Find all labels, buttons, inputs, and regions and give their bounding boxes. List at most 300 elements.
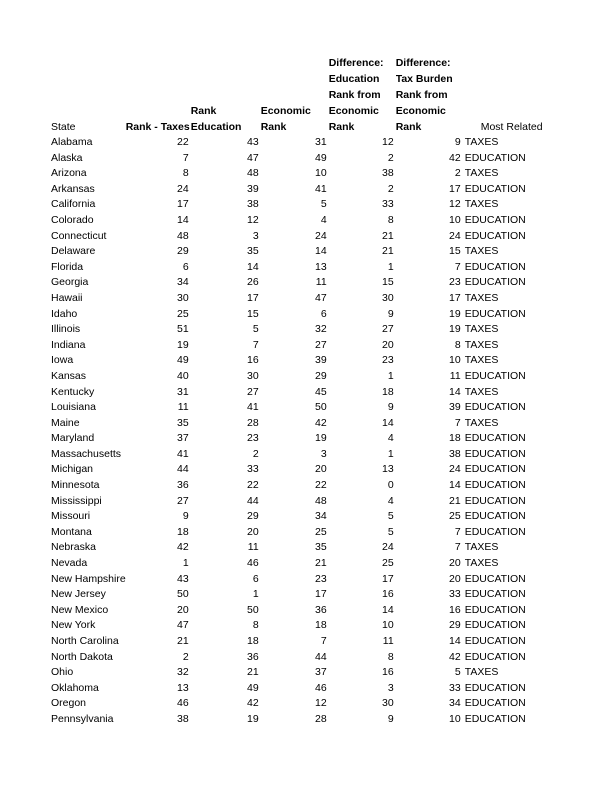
economic-rank-cell: 12 [315,697,327,710]
rank-education-cell: 23 [247,432,259,445]
diff-education-cell: 1 [387,369,394,382]
diff-education-cell: 20 [382,338,394,351]
table-row [51,587,543,603]
economic-rank-cell: 7 [320,635,327,647]
most-related-cell: EDUCATION [464,447,526,460]
diff-tax-cell: 39 [449,401,461,414]
rank-taxes-cell: 24 [177,182,189,195]
state-cell: New Jersey [51,588,106,601]
rank-education-cell: 21 [247,666,259,679]
economic-rank-cell: 49 [315,151,327,164]
diff-education-cell: 0 [387,479,394,492]
rank-education-cell: 33 [247,463,259,476]
header-diff-education-line3: Rank from [328,89,381,101]
state-cell: North Carolina [51,635,119,647]
diff-tax-cell: 8 [454,338,461,351]
header-diff-education-line5: Rank [328,121,355,133]
most-related-cell: EDUCATION [464,369,526,382]
rank-taxes-cell: 7 [182,151,189,164]
diff-education-cell: 30 [382,291,394,304]
table-row [51,603,543,619]
most-related-cell: TAXES [464,557,499,570]
most-related-cell: EDUCATION [464,463,526,476]
most-related-cell: EDUCATION [464,479,526,492]
state-cell: Illinois [51,323,81,336]
state-cell: Missouri [51,510,91,523]
diff-tax-cell: 10 [449,213,461,226]
rank-education-cell: 5 [252,323,259,336]
diff-tax-cell: 29 [449,619,461,632]
diff-tax-cell: 19 [449,323,461,336]
state-cell: Mississippi [51,494,102,507]
economic-rank-cell: 4 [320,213,327,226]
diff-tax-cell: 24 [449,463,461,476]
diff-tax-cell: 7 [454,260,461,273]
table-row [51,385,543,401]
economic-rank-cell: 50 [315,401,327,414]
state-cell: Hawaii [51,291,83,304]
rank-education-cell: 16 [247,354,259,367]
most-related-cell: TAXES [464,198,499,211]
rank-education-cell: 29 [247,510,259,523]
most-related-cell: TAXES [464,541,499,554]
state-cell: Nevada [51,557,88,570]
economic-rank-cell: 42 [315,416,327,429]
state-cell: Kentucky [51,385,95,398]
diff-tax-cell: 25 [449,510,461,523]
state-cell: Colorado [51,213,94,226]
table-row [51,618,543,634]
economic-rank-cell: 41 [315,182,327,195]
table-row [51,462,543,478]
diff-education-cell: 16 [382,666,394,679]
economic-rank-cell: 18 [315,619,327,632]
diff-education-cell: 17 [382,572,394,585]
most-related-cell: TAXES [464,245,499,258]
most-related-cell: TAXES [464,385,499,398]
rank-taxes-cell: 30 [177,291,189,304]
diff-tax-cell: 19 [449,307,461,320]
diff-tax-cell: 5 [454,666,461,679]
state-cell: Kansas [51,369,87,382]
state-cell: Maine [51,416,80,429]
rank-education-cell: 41 [247,401,259,414]
rank-taxes-cell: 35 [177,416,189,429]
economic-rank-cell: 20 [315,463,327,476]
most-related-cell: EDUCATION [464,432,526,445]
rank-taxes-cell: 49 [177,354,189,367]
rank-taxes-cell: 2 [182,650,189,663]
diff-tax-cell: 11 [449,369,461,382]
economic-rank-cell: 34 [315,510,327,523]
header-diff-tax-line4: Economic [395,105,446,117]
diff-education-cell: 4 [387,432,394,445]
diff-tax-cell: 20 [449,572,461,585]
rank-taxes-cell: 31 [177,385,189,398]
state-cell: Montana [51,525,92,538]
most-related-cell: EDUCATION [464,588,526,601]
rank-taxes-cell: 13 [177,681,189,694]
state-cell: Florida [51,260,84,273]
header-diff-education-line4: Economic [328,105,379,117]
rank-taxes-cell: 43 [177,572,189,585]
header-economic-line2: Rank [260,121,287,133]
rank-education-cell: 26 [247,276,259,289]
table-row [51,229,543,245]
diff-education-cell: 1 [387,260,394,273]
most-related-cell: TAXES [464,136,499,148]
economic-rank-cell: 27 [315,338,327,351]
state-cell: Ohio [51,666,74,679]
rank-taxes-cell: 44 [177,463,189,476]
diff-tax-cell: 2 [454,167,461,180]
rank-taxes-cell: 1 [182,557,189,570]
rank-taxes-cell: 29 [177,245,189,258]
rank-education-cell: 22 [247,479,259,492]
economic-rank-cell: 46 [315,681,327,694]
rank-education-cell: 39 [247,182,259,195]
rank-education-cell: 48 [247,167,259,180]
rank-education-cell: 28 [247,416,259,429]
diff-education-cell: 9 [387,712,394,725]
header-state: State [51,121,76,133]
table-row [51,681,543,697]
economic-rank-cell: 47 [315,291,327,304]
rank-taxes-cell: 38 [177,712,189,725]
state-cell: Alaska [51,151,83,164]
rank-taxes-cell: 42 [177,541,189,554]
diff-education-cell: 16 [382,588,394,601]
rank-taxes-cell: 40 [177,369,189,382]
table-row [51,494,543,510]
table-row [51,275,543,291]
rank-education-cell: 44 [247,494,259,507]
table-row [51,650,543,666]
economic-rank-cell: 23 [315,572,327,585]
economic-rank-cell: 22 [315,479,327,492]
diff-education-cell: 12 [382,136,394,148]
state-cell: New Hampshire [51,572,126,585]
rank-education-cell: 35 [247,245,259,258]
header-diff-tax-line5: Rank [395,121,422,133]
diff-tax-cell: 15 [449,245,461,258]
diff-education-cell: 2 [387,182,394,195]
table-row [51,369,543,385]
table-row [51,665,543,681]
rank-education-cell: 49 [247,681,259,694]
table-row [51,400,543,416]
rank-taxes-cell: 50 [177,588,189,601]
rank-taxes-cell: 11 [177,401,189,414]
economic-rank-cell: 10 [315,167,327,180]
diff-tax-cell: 9 [454,136,461,148]
table-row [51,525,543,541]
rank-taxes-cell: 6 [182,260,189,273]
table-row [51,556,543,572]
table-row [51,213,543,229]
state-cell: Delaware [51,245,96,258]
rank-education-cell: 14 [247,260,259,273]
most-related-cell: TAXES [464,167,499,180]
diff-tax-cell: 18 [449,432,461,445]
economic-rank-cell: 29 [315,369,327,382]
header-diff-tax-line3: Rank from [395,89,448,101]
diff-education-cell: 21 [382,245,394,258]
most-related-cell: TAXES [464,354,499,367]
header-most-related: Most Related [480,121,543,133]
diff-education-cell: 8 [387,650,394,663]
economic-rank-cell: 32 [315,323,327,336]
rank-education-cell: 1 [252,588,259,601]
rank-education-cell: 43 [247,136,259,148]
most-related-cell: TAXES [464,323,499,336]
header-economic-line1: Economic [260,105,311,117]
state-cell: Minnesota [51,479,100,492]
diff-tax-cell: 10 [449,354,461,367]
rank-taxes-cell: 21 [177,635,189,647]
most-related-cell: EDUCATION [464,572,526,585]
economic-rank-cell: 17 [315,588,327,601]
table-row [51,338,543,354]
economic-rank-cell: 45 [315,385,327,398]
rank-taxes-cell: 37 [177,432,189,445]
rank-taxes-cell: 17 [177,198,189,211]
rank-taxes-cell: 41 [177,447,189,460]
table-row [51,291,543,307]
diff-education-cell: 3 [387,681,394,694]
state-cell: Louisiana [51,401,96,414]
rank-education-cell: 3 [252,229,259,242]
diff-tax-cell: 21 [449,494,461,507]
rank-education-cell: 38 [247,198,259,211]
state-cell: Connecticut [51,229,107,242]
most-related-cell: TAXES [464,291,499,304]
economic-rank-cell: 48 [315,494,327,507]
economic-rank-cell: 14 [315,245,327,258]
state-cell: Arkansas [51,182,95,195]
diff-education-cell: 18 [382,385,394,398]
rank-education-cell: 18 [247,635,259,647]
economic-rank-cell: 3 [320,447,327,460]
state-cell: Pennsylvania [51,712,114,725]
economic-rank-cell: 37 [315,666,327,679]
rank-taxes-cell: 27 [177,494,189,507]
diff-tax-cell: 10 [449,712,461,725]
diff-tax-cell: 14 [449,635,461,647]
economic-rank-cell: 44 [315,650,327,663]
most-related-cell: EDUCATION [464,619,526,632]
diff-education-cell: 5 [387,525,394,538]
state-cell: Alabama [51,136,93,148]
diff-tax-cell: 7 [454,525,461,538]
rank-education-cell: 12 [247,213,259,226]
state-cell: Nebraska [51,541,96,554]
diff-education-cell: 2 [387,151,394,164]
rank-education-cell: 20 [247,525,259,538]
economic-rank-cell: 11 [315,276,327,289]
economic-rank-cell: 25 [315,525,327,538]
state-rankings-table [51,55,543,728]
economic-rank-cell: 13 [315,260,327,273]
rank-taxes-cell: 36 [177,479,189,492]
diff-tax-cell: 14 [449,385,461,398]
rank-taxes-cell: 22 [177,136,189,148]
most-related-cell: TAXES [464,666,499,679]
state-cell: Oklahoma [51,681,99,694]
economic-rank-cell: 28 [315,712,327,725]
state-cell: New York [51,619,96,632]
most-related-cell: EDUCATION [464,213,526,226]
rank-taxes-cell: 46 [177,697,189,710]
table-row [51,478,543,494]
diff-tax-cell: 7 [454,541,461,554]
table-row [51,416,543,432]
economic-rank-cell: 6 [320,307,327,320]
diff-tax-cell: 12 [449,198,461,211]
rank-taxes-cell: 18 [177,525,189,538]
table-row [51,353,543,369]
economic-rank-cell: 21 [315,557,327,570]
economic-rank-cell: 35 [315,541,327,554]
table-row [51,712,543,728]
table-row [51,447,543,463]
diff-tax-cell: 33 [449,588,461,601]
economic-rank-cell: 31 [315,136,327,148]
most-related-cell: EDUCATION [464,260,526,273]
economic-rank-cell: 39 [315,354,327,367]
diff-education-cell: 15 [382,276,394,289]
diff-tax-cell: 7 [454,416,461,429]
diff-education-cell: 9 [387,307,394,320]
table-row [51,260,543,276]
diff-tax-cell: 16 [449,603,461,616]
diff-education-cell: 14 [382,416,394,429]
header-diff-education-line2: Education [328,73,380,85]
rank-taxes-cell: 8 [182,167,189,180]
state-cell: Georgia [51,276,89,289]
state-cell: Michigan [51,463,94,476]
rank-taxes-cell: 47 [177,619,189,632]
rank-taxes-cell: 20 [177,603,189,616]
state-cell: Massachusetts [51,447,122,460]
header-rank-taxes: Rank - Taxes [125,121,190,133]
table-row [51,431,543,447]
table-row [51,634,543,650]
rank-education-cell: 47 [247,151,259,164]
most-related-cell: EDUCATION [464,182,526,195]
most-related-cell: EDUCATION [464,603,526,616]
rank-education-cell: 2 [252,447,259,460]
rank-taxes-cell: 25 [177,307,189,320]
diff-education-cell: 24 [382,541,394,554]
table-row [51,197,543,213]
rank-education-cell: 11 [247,541,259,554]
table-row [51,244,543,260]
economic-rank-cell: 19 [315,432,327,445]
header-rank-education-line2: Education [190,121,242,133]
rank-education-cell: 36 [247,650,259,663]
diff-education-cell: 33 [382,198,394,211]
most-related-cell: EDUCATION [464,681,526,694]
state-cell: Arizona [51,167,87,180]
header-diff-education-line1: Difference: [328,57,384,69]
rank-education-cell: 30 [247,369,259,382]
table-row [51,572,543,588]
table-row [51,307,543,323]
table-row [51,509,543,525]
diff-tax-cell: 34 [449,697,461,710]
state-cell: Iowa [51,354,74,367]
state-cell: Oregon [51,697,87,710]
economic-rank-cell: 24 [315,229,327,242]
most-related-cell: EDUCATION [464,151,526,164]
diff-education-cell: 27 [382,323,394,336]
diff-tax-cell: 38 [449,447,461,460]
state-cell: North Dakota [51,650,113,663]
state-cell: New Mexico [51,603,109,616]
rank-education-cell: 27 [247,385,259,398]
diff-education-cell: 38 [382,167,394,180]
diff-tax-cell: 17 [449,182,461,195]
state-cell: California [51,198,96,211]
most-related-cell: EDUCATION [464,401,526,414]
diff-education-cell: 30 [382,697,394,710]
most-related-cell: EDUCATION [464,525,526,538]
diff-tax-cell: 23 [449,276,461,289]
rank-education-cell: 8 [252,619,259,632]
rank-taxes-cell: 34 [177,276,189,289]
most-related-cell: EDUCATION [464,276,526,289]
diff-tax-cell: 24 [449,229,461,242]
diff-education-cell: 9 [387,401,394,414]
economic-rank-cell: 5 [320,198,327,211]
rank-education-cell: 6 [252,572,259,585]
most-related-cell: EDUCATION [464,494,526,507]
table-row [51,135,543,151]
diff-education-cell: 25 [382,557,394,570]
most-related-cell: TAXES [464,338,499,351]
rank-education-cell: 50 [247,603,259,616]
economic-rank-cell: 36 [315,603,327,616]
rank-taxes-cell: 19 [177,338,189,351]
table-row [51,166,543,182]
most-related-cell: EDUCATION [464,712,526,725]
diff-education-cell: 8 [387,213,394,226]
diff-education-cell: 11 [382,635,394,647]
diff-education-cell: 13 [382,463,394,476]
state-cell: Maryland [51,432,95,445]
diff-education-cell: 23 [382,354,394,367]
rank-education-cell: 46 [247,557,259,570]
header-diff-tax-line2: Tax Burden [395,73,453,85]
diff-tax-cell: 14 [449,479,461,492]
most-related-cell: EDUCATION [464,229,526,242]
diff-tax-cell: 17 [449,291,461,304]
header-diff-tax-line1: Difference: [395,57,451,69]
rank-education-cell: 17 [247,291,259,304]
rank-taxes-cell: 51 [177,323,189,336]
table-row [51,540,543,556]
diff-education-cell: 4 [387,494,394,507]
table-body [51,135,543,728]
table-row [51,151,543,167]
diff-education-cell: 1 [387,447,394,460]
rank-education-cell: 15 [247,307,259,320]
most-related-cell: EDUCATION [464,635,526,647]
rank-taxes-cell: 48 [177,229,189,242]
most-related-cell: EDUCATION [464,650,526,663]
state-cell: Idaho [51,307,78,320]
